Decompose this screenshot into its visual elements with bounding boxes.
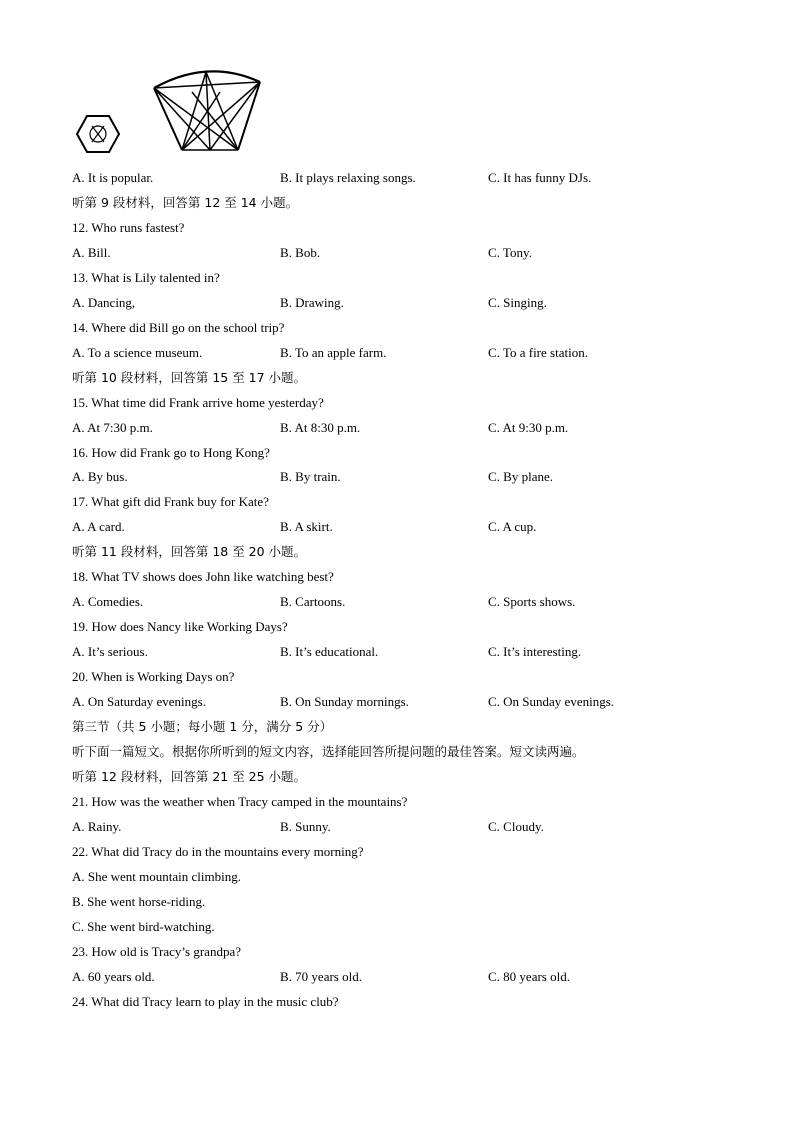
q13-option-b[interactable]: B. Drawing. [280, 295, 344, 310]
question-12: 12. Who runs fastest? [72, 220, 185, 235]
q12-option-c[interactable]: C. Tony. [488, 245, 532, 260]
q15-option-b[interactable]: B. At 8:30 p.m. [280, 420, 361, 435]
question-13: 13. What is Lily talented in? [72, 270, 220, 285]
q21-option-c[interactable]: C. Cloudy. [488, 819, 544, 834]
q22-option-a[interactable]: A. She went mountain climbing. [72, 869, 241, 884]
option-b[interactable]: B. It plays relaxing songs. [280, 170, 416, 185]
q16-option-b[interactable]: B. By train. [280, 469, 341, 484]
q19-option-b[interactable]: B. It’s educational. [280, 644, 379, 659]
q23-option-c[interactable]: C. 80 years old. [488, 969, 570, 984]
q15-option-c[interactable]: C. At 9:30 p.m. [488, 420, 569, 435]
section-heading-12: 听第 12 段材料，回答第 21 至 25 小题。 [72, 769, 307, 784]
q22-option-c[interactable]: C. She went bird-watching. [72, 919, 215, 934]
q19-option-c[interactable]: C. It’s interesting. [488, 644, 582, 659]
q14-option-a[interactable]: A. To a science museum. [72, 345, 203, 360]
q22-option-b[interactable]: B. She went horse-riding. [72, 894, 206, 909]
q18-option-a[interactable]: A. Comedies. [72, 594, 144, 609]
q20-option-a[interactable]: A. On Saturday evenings. [72, 694, 206, 709]
option-c[interactable]: C. It has funny DJs. [488, 170, 592, 185]
q14-option-b[interactable]: B. To an apple farm. [280, 345, 387, 360]
q18-option-c[interactable]: C. Sports shows. [488, 594, 576, 609]
q16-option-a[interactable]: A. By bus. [72, 469, 128, 484]
question-20: 20. When is Working Days on? [72, 669, 235, 684]
question-19: 19. How does Nancy like Working Days? [72, 619, 288, 634]
section-heading-9: 听第 9 段材料，回答第 12 至 14 小题。 [72, 195, 299, 210]
question-17: 17. What gift did Frank buy for Kate? [72, 494, 269, 509]
hexagon-figure [77, 116, 119, 152]
q17-option-a[interactable]: A. A card. [72, 519, 125, 534]
question-18: 18. What TV shows does John like watching best? [72, 569, 334, 584]
q17-option-c[interactable]: C. A cup. [488, 519, 537, 534]
question-16: 16. How did Frank go to Hong Kong? [72, 445, 270, 460]
q14-option-c[interactable]: C. To a fire station. [488, 345, 588, 360]
q21-option-b[interactable]: B. Sunny. [280, 819, 331, 834]
section-heading-11: 听第 11 段材料，回答第 18 至 20 小题。 [72, 544, 307, 559]
section-heading-10: 听第 10 段材料，回答第 15 至 17 小题。 [72, 370, 307, 385]
question-15: 15. What time did Frank arrive home yesterday? [72, 395, 324, 410]
q21-option-a[interactable]: A. Rainy. [72, 819, 122, 834]
figure-drawings [70, 62, 300, 162]
question-24: 24. What did Tracy learn to play in the music club? [72, 994, 339, 1009]
question-14: 14. Where did Bill go on the school trip? [72, 320, 285, 335]
option-a[interactable]: A. It is popular. [72, 170, 154, 185]
q13-option-c[interactable]: C. Singing. [488, 295, 547, 310]
fan-figure [154, 71, 260, 150]
q20-option-c[interactable]: C. On Sunday evenings. [488, 694, 615, 709]
q20-option-b[interactable]: B. On Sunday mornings. [280, 694, 409, 709]
question-22: 22. What did Tracy do in the mountains every morning? [72, 844, 364, 859]
q13-option-a[interactable]: A. Dancing, [72, 295, 136, 310]
part3-title: 第三节（共 5 小题；每小题 1 分，满分 5 分） [72, 719, 333, 734]
q23-option-a[interactable]: A. 60 years old. [72, 969, 155, 984]
q23-option-b[interactable]: B. 70 years old. [280, 969, 362, 984]
q12-option-b[interactable]: B. Bob. [280, 245, 321, 260]
q18-option-b[interactable]: B. Cartoons. [280, 594, 346, 609]
q16-option-c[interactable]: C. By plane. [488, 469, 553, 484]
q17-option-b[interactable]: B. A skirt. [280, 519, 333, 534]
q12-option-a[interactable]: A. Bill. [72, 245, 111, 260]
q15-option-a[interactable]: A. At 7:30 p.m. [72, 420, 153, 435]
part3-instructions: 听下面一篇短文。根据你所听到的短文内容，选择能回答所提问题的最佳答案。短文读两遍。 [72, 744, 585, 759]
question-23: 23. How old is Tracy’s grandpa? [72, 944, 241, 959]
q19-option-a[interactable]: A. It’s serious. [72, 644, 148, 659]
question-21: 21. How was the weather when Tracy camped in the mountains? [72, 794, 408, 809]
